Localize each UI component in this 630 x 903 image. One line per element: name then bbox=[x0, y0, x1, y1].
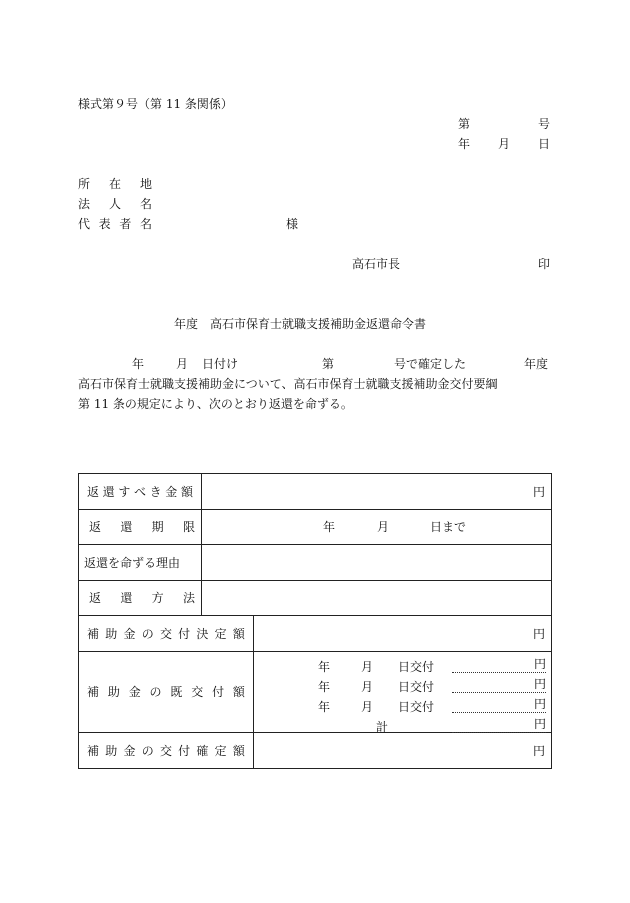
doc-number-line bbox=[458, 118, 550, 130]
corp-name-label: 法 人 名 bbox=[78, 197, 152, 211]
table-row bbox=[79, 616, 552, 652]
honorific: 様 bbox=[286, 217, 299, 231]
already-paid-value-cell bbox=[254, 652, 552, 733]
deadline-month: 月 bbox=[377, 520, 390, 534]
total-label: 計 bbox=[376, 720, 389, 734]
issue-date-line bbox=[458, 138, 550, 150]
table-row bbox=[79, 581, 552, 616]
already-paid-label-cell: 補 助 金 の 既 交 付 額 bbox=[79, 652, 254, 733]
table-row bbox=[79, 474, 552, 510]
table-row bbox=[79, 652, 552, 733]
body-line-2: 高石市保育士就職支援補助金について、高石市保育士就職支援補助金交付要綱 bbox=[78, 377, 498, 391]
method-label-cell: 返 還 方 法 bbox=[79, 581, 202, 616]
doc-number-suffix: 号 bbox=[537, 117, 550, 131]
representative-label: 代 表 者 名 bbox=[78, 217, 152, 231]
deadline-label-cell: 返 還 期 限 bbox=[79, 510, 202, 545]
decision-label-cell: 補 助 金 の 交 付 決 定 額 bbox=[79, 616, 254, 652]
payment-line[interactable]: 年 月 日交付 円 bbox=[318, 677, 546, 694]
body-line-3: 第 11 条の規定により、次のとおり返還を命ずる。 bbox=[78, 397, 353, 411]
table-row bbox=[79, 510, 552, 545]
date-month: 月 bbox=[497, 137, 510, 151]
amount-value-cell[interactable] bbox=[202, 474, 552, 510]
document-title: 年度 高石市保育士就職支援補助金返還命令書 bbox=[174, 317, 427, 331]
date-year: 年 bbox=[458, 137, 471, 151]
decision-value-cell[interactable] bbox=[254, 616, 552, 652]
payment-line[interactable]: 年 月 日交付 円 bbox=[318, 697, 546, 714]
location-label: 所 在 地 bbox=[78, 177, 152, 191]
method-value-cell[interactable] bbox=[202, 581, 552, 616]
deadline-year: 年 bbox=[323, 520, 336, 534]
confirmed-unit: 円 bbox=[533, 743, 546, 758]
form-number: 様式第９号（第 11 条関係） bbox=[78, 97, 233, 111]
payment-total-line[interactable]: 計 円 bbox=[318, 713, 546, 733]
table-row bbox=[79, 733, 552, 769]
deadline-day: 日まで bbox=[430, 520, 467, 534]
decision-unit: 円 bbox=[533, 626, 546, 641]
payment-line[interactable]: 年 月 日交付 円 bbox=[318, 657, 546, 674]
issuer-name: 高石市長 bbox=[352, 257, 401, 271]
seal-mark: 印 bbox=[538, 257, 551, 271]
date-day: 日 bbox=[537, 137, 550, 151]
reason-label-cell: 返還を命ずる理由 bbox=[79, 545, 202, 581]
deadline-value-cell[interactable] bbox=[202, 510, 552, 545]
confirmed-label-cell: 補 助 金 の 交 付 確 定 額 bbox=[79, 733, 254, 769]
amount-unit: 円 bbox=[533, 484, 546, 499]
refund-table bbox=[78, 473, 552, 769]
reason-value-cell[interactable] bbox=[202, 545, 552, 581]
amount-label-cell: 返 還 す べ き 金 額 bbox=[79, 474, 202, 510]
body-line-1: 年 月 日付け 第 号で確定した 年度 bbox=[132, 357, 549, 371]
confirmed-value-cell[interactable] bbox=[254, 733, 552, 769]
doc-number-prefix: 第 bbox=[458, 117, 471, 131]
table-row bbox=[79, 545, 552, 581]
